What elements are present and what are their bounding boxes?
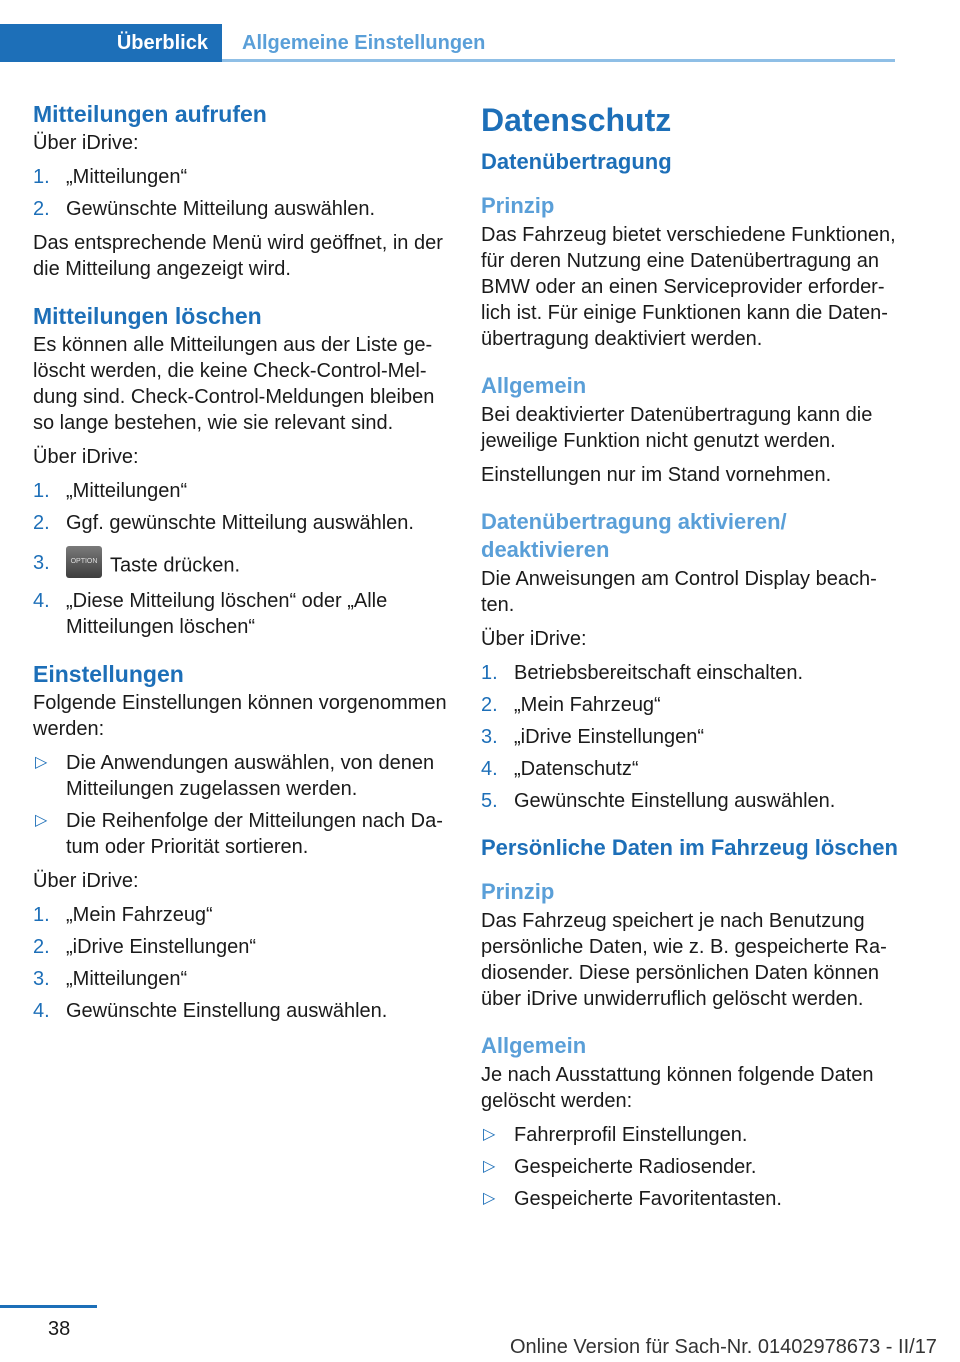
list-item: 1. Betriebsbereitschaft einschalten. xyxy=(481,662,804,684)
bullet-list xyxy=(33,750,453,860)
page-header xyxy=(0,24,895,62)
paragraph: Bei deaktivierter Datenübertragung kann die jeweilige Funktion nicht genutzt werden. xyxy=(481,404,873,452)
paragraph: Über iDrive: xyxy=(33,446,139,468)
list-item: 3. „Mitteilungen“ xyxy=(33,968,188,990)
triangle-bullet-icon: ▷ xyxy=(35,812,48,829)
heading-mitteilungen-aufrufen: Mitteilungen aufrufen xyxy=(33,101,267,127)
footer-rule xyxy=(0,1305,97,1308)
triangle-bullet-icon: ▷ xyxy=(483,1158,496,1175)
list-item: 1. „Mitteilungen“ xyxy=(33,166,188,188)
list-item: 4. „Diese Mitteilung löschen“ oder „Alle Mitteilungen löschen“ xyxy=(33,590,388,638)
list-item: ▷ Die Anwendungen auswählen, von denen Mitteilungen zugelassen werden. xyxy=(35,752,435,800)
triangle-bullet-icon: ▷ xyxy=(483,1126,496,1143)
list-item: 2. „iDrive Einstellungen“ xyxy=(33,936,257,958)
list-item: ▷ Gespeicherte Radiosender. xyxy=(483,1156,757,1178)
left-column xyxy=(33,100,453,1032)
heading-prinzip: Prinzip xyxy=(481,193,555,218)
paragraph: Folgende Einstellungen können vorgenommen werden: xyxy=(33,692,447,740)
page-number: 38 xyxy=(48,1318,71,1340)
list-item: 1. „Mitteilungen“ xyxy=(33,480,188,502)
paragraph: Es können alle Mitteilungen aus der Liste gelöscht werden, die keine Check-Control-Meldung sind. Check-Control-Meldungen bleiben so lange bestehen, wie sie relevant sind. xyxy=(33,334,435,434)
paragraph: Über iDrive: xyxy=(33,132,139,154)
steps-list xyxy=(33,164,453,222)
list-item: 4. „Datenschutz“ xyxy=(481,758,639,780)
paragraph: Die Anweisungen am Control Display beachten. xyxy=(481,568,877,616)
steps-list xyxy=(33,478,453,640)
paragraph: Das Fahrzeug speichert je nach Benutzung persönliche Daten, wie z. B. gespeicherte Radiosender. Diese persönlichen Daten können über iDrive unwiderruflich gelöscht werden. xyxy=(481,910,887,1010)
list-item: 4. Gewünschte Einstellung auswählen. xyxy=(33,1000,388,1022)
paragraph: Einstellungen nur im Stand vornehmen. xyxy=(481,464,832,486)
header-tab: Überblick xyxy=(0,24,222,62)
triangle-bullet-icon: ▷ xyxy=(35,754,48,771)
list-item: ▷ Gespeicherte Favoritentasten. xyxy=(483,1188,782,1210)
list-item: 2. Gewünschte Mitteilung auswählen. xyxy=(33,198,376,220)
heading-datenschutz: Datenschutz xyxy=(481,102,672,138)
header-rule xyxy=(222,59,895,62)
paragraph: Das entsprechende Menü wird geöffnet, in der die Mitteilung angezeigt wird. xyxy=(33,232,443,280)
list-item: ▷ Die Reihenfolge der Mitteilungen nach Datum oder Priorität sortieren. xyxy=(35,810,443,858)
list-item: 1. „Mein Fahrzeug“ xyxy=(33,904,213,926)
heading-datenuebertragung: Datenübertragung xyxy=(481,149,672,174)
heading-prinzip: Prinzip xyxy=(481,879,555,904)
option-key-icon: OPTION xyxy=(66,546,102,578)
paragraph: Über iDrive: xyxy=(33,870,139,892)
header-section: Allgemeine Einstellungen xyxy=(242,32,486,54)
heading-einstellungen: Einstellungen xyxy=(33,661,184,687)
paragraph: Je nach Ausstattung können folgende Daten gelöscht werden: xyxy=(481,1064,874,1112)
steps-list xyxy=(481,660,901,814)
paragraph: Das Fahrzeug bietet verschiedene Funktionen, für deren Nutzung eine Datenübertragung an BMW oder an einen Serviceprovider erforderlich ist. Für einige Funktionen kann die Datenübertragung deaktiviert werden. xyxy=(481,224,896,350)
bullet-list xyxy=(481,1122,901,1212)
heading-persoenliche-daten: Persönliche Daten im Fahrzeug löschen xyxy=(481,835,898,860)
paragraph: Über iDrive: xyxy=(481,628,587,650)
footer-text: Online Version für Sach-Nr. 01402978673 - II/17 xyxy=(510,1336,937,1358)
heading-mitteilungen-loeschen: Mitteilungen löschen xyxy=(33,303,262,329)
list-item: ▷ Fahrerprofil Einstellungen. xyxy=(483,1124,748,1146)
list-item: 5. Gewünschte Einstellung auswählen. xyxy=(481,790,836,812)
list-item: 3. OPTION Taste drücken. xyxy=(33,550,453,582)
right-column xyxy=(481,100,901,1220)
heading-datenuebertragung-aktivieren: Datenübertragung aktivieren/ deaktivieren xyxy=(481,509,787,562)
heading-allgemein: Allgemein xyxy=(481,373,587,398)
heading-allgemein: Allgemein xyxy=(481,1033,587,1058)
list-item: 3. „iDrive Einstellungen“ xyxy=(481,726,705,748)
list-item: 2. „Mein Fahrzeug“ xyxy=(481,694,661,716)
list-item: 2. Ggf. gewünschte Mitteilung auswählen. xyxy=(33,512,414,534)
triangle-bullet-icon: ▷ xyxy=(483,1190,496,1207)
steps-list xyxy=(33,902,453,1024)
